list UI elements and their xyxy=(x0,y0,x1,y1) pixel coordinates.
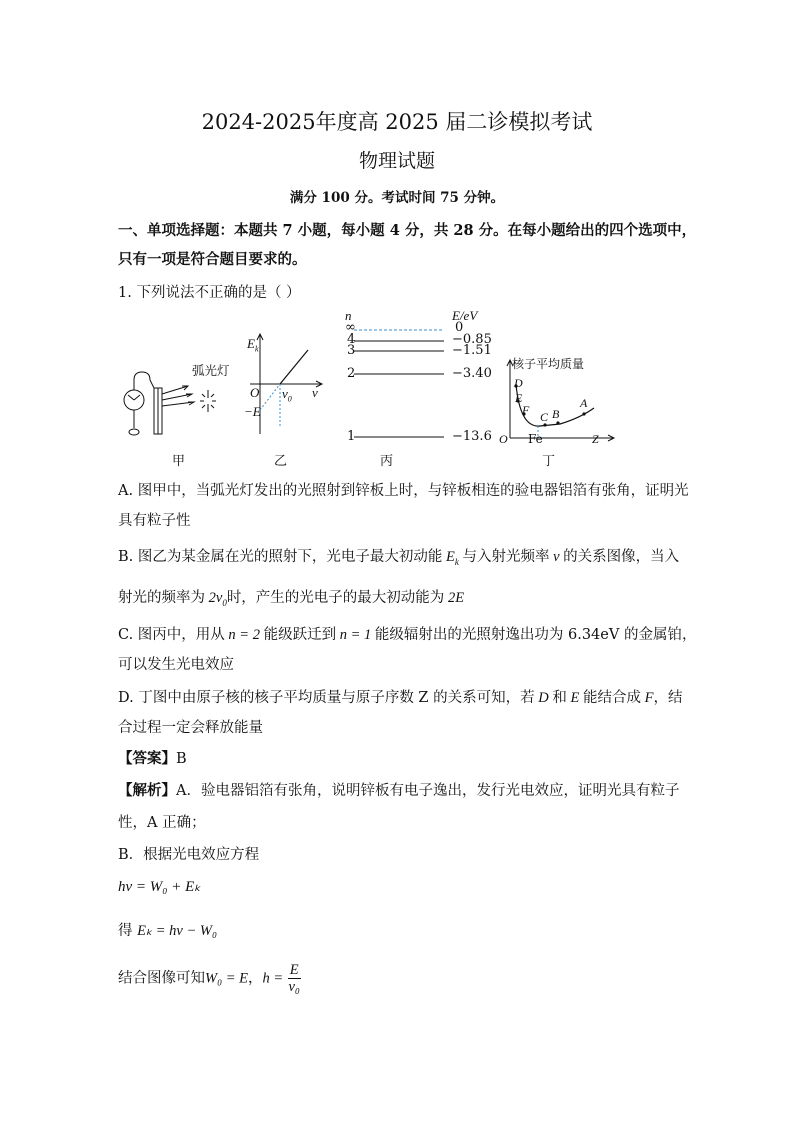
bing-e-label: E/eV xyxy=(452,308,478,323)
ding-y-label: 核子平均质量 xyxy=(512,357,585,371)
yi-origin: O xyxy=(250,385,260,400)
figure-label-ding: 丁 xyxy=(542,454,556,469)
equation-2-line: 得 Eₖ = hν − W₀ xyxy=(118,923,218,939)
yi-y-axis: $E_k$ xyxy=(247,336,259,354)
page-title: 2024-2025年度高 2025 届二诊模拟考试 xyxy=(201,110,593,134)
option-b-line2: 射光的频率为 $2\nu_0$时，产生的光电子的最大初动能为 2E xyxy=(118,590,465,608)
equation-2: Eₖ = hν − W₀ xyxy=(137,923,218,939)
ding-point: E xyxy=(515,391,523,405)
yi-nu0: $\nu_0$ xyxy=(282,386,292,404)
option-c-line1: C. 图丙中，用从 n = 2 能级跃迁到 n = 1 能级辐射出的光照射逸出功为 6.34eV 的金属铂， xyxy=(118,627,697,643)
ding-fe: Fe xyxy=(528,432,543,446)
ding-point: D xyxy=(514,376,523,390)
option-a-line2: 具有粒子性 xyxy=(118,513,191,529)
option-d-line2: 合过程一定会释放能量 xyxy=(118,720,263,736)
yi-x-axis: ν xyxy=(312,385,318,400)
page-subtitle: 物理试题 xyxy=(358,150,435,172)
figure-label-yi: 乙 xyxy=(274,454,288,469)
figure-label-jia: 甲 xyxy=(172,454,186,469)
option-c-line2: 可以发生光电效应 xyxy=(118,657,234,673)
analysis-line1: 【解析】A．验电器铝箔有张角，说明锌板有电子逸出，发行光电效应，证明光具有粒子 xyxy=(118,782,680,799)
lamp-label: 弧光灯 xyxy=(192,363,230,378)
yi-neg-e: −E xyxy=(244,404,261,419)
figure-bing xyxy=(340,300,450,445)
question-stem: 1. 下列说法不正确的是（ ） xyxy=(118,285,301,301)
bing-level-n: 1 xyxy=(347,429,356,444)
bing-level-e: −0.85 xyxy=(452,332,492,347)
bing-level-n: ∞ xyxy=(345,320,356,335)
bing-level-e: −13.6 xyxy=(452,429,492,444)
analysis-line3: B．根据光电效应方程 xyxy=(118,847,260,863)
exam-info: 满分 100 分。考试时间 75 分钟。 xyxy=(289,190,505,206)
bing-level-e: 0 xyxy=(455,320,464,335)
ding-point: B xyxy=(552,407,560,421)
ding-point: A xyxy=(580,396,588,410)
bing-n-label: n xyxy=(345,308,352,323)
fraction-e-over-nu0: $\frac{E}{\text{ν₀}}$ xyxy=(288,962,300,995)
ding-point: C xyxy=(540,410,549,424)
section-instructions-line2: 只有一项是符合题目要求的。 xyxy=(118,251,307,268)
equation-1: hν = W₀ + Eₖ xyxy=(118,879,201,895)
bing-level-n: 2 xyxy=(347,366,356,381)
equation-3-line: 结合图像可知W₀ = E，h = $\frac{E}{\text{ν₀}}$ xyxy=(118,962,300,995)
bing-level-n: 4 xyxy=(347,332,356,347)
answer-tag: 【答案】 xyxy=(118,750,176,767)
ding-origin: O xyxy=(499,432,508,446)
bing-level-e: −1.51 xyxy=(452,343,492,358)
analysis-tag: 【解析】 xyxy=(118,782,176,799)
ding-point: F xyxy=(522,403,530,417)
bing-level-e: −3.40 xyxy=(452,366,492,381)
option-a-line1: A. 图甲中，当弧光灯发出的光照射到锌板上时，与锌板相连的验电器铝箔有张角，证明光 xyxy=(118,483,689,499)
ding-x-label: Z xyxy=(592,432,599,446)
bing-level-n: 3 xyxy=(347,343,356,358)
answer-value: B xyxy=(176,751,187,767)
answer-line xyxy=(118,747,187,768)
option-b-line1: B. 图乙为某金属在光的照射下，光电子最大初动能 $E_k$ 与入射光频率 ν 的关系图像，当入 xyxy=(118,549,680,567)
section-instructions-line1: 一、单项选择题：本题共 7 小题，每小题 4 分，共 28 分。在每小题给出的四个选项中， xyxy=(118,222,697,239)
option-d-line1: D. 丁图中由原子核的核子平均质量与原子序数 Z 的关系可知，若 D 和 E 能结合成 F，结 xyxy=(118,690,683,706)
analysis-line2: 性，A 正确； xyxy=(118,815,206,831)
figure-label-bing: 丙 xyxy=(380,454,394,469)
